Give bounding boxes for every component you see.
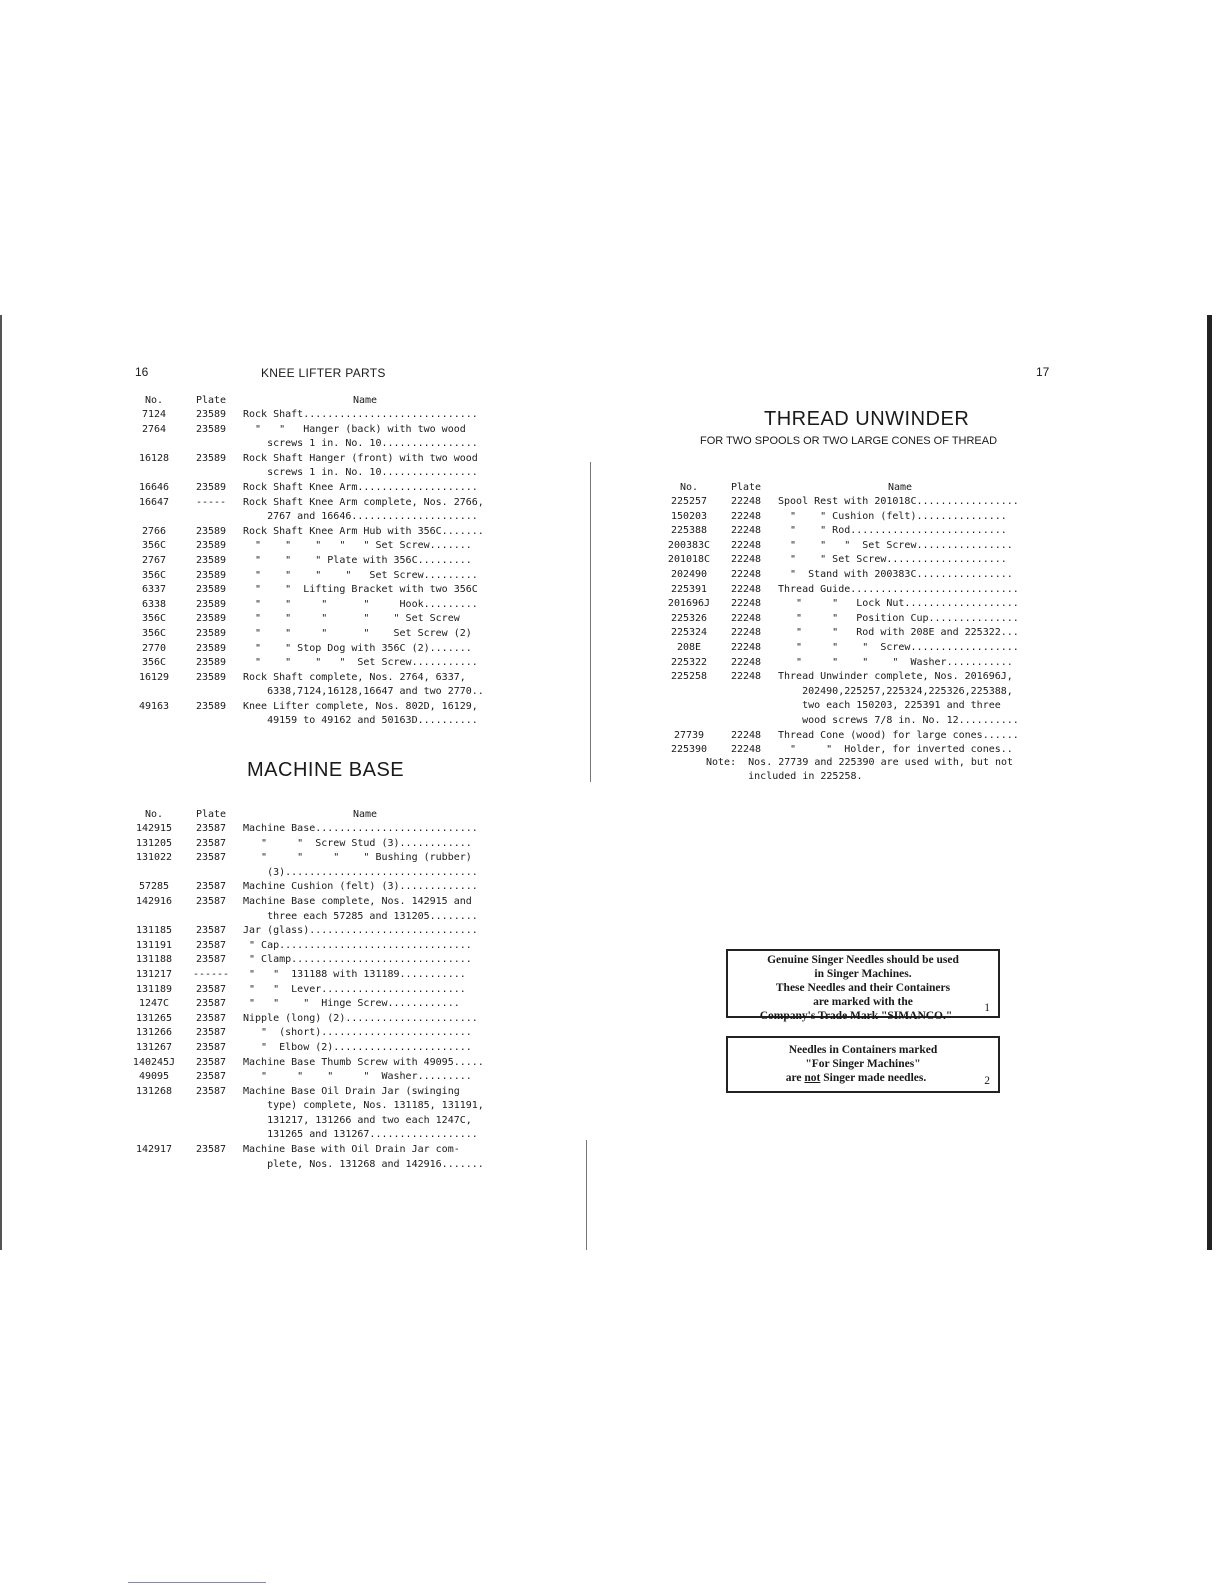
table-row	[129, 627, 509, 642]
part-number	[129, 714, 179, 729]
plate-number: 22248	[730, 656, 762, 668]
part-number: 131265	[135, 1012, 173, 1024]
part-name: " " Holder, for inverted cones..	[778, 744, 1013, 756]
part-name: " " " " Hook.........	[243, 598, 478, 610]
machine-base-parts-table	[129, 822, 509, 1172]
plate-number: ------	[192, 968, 230, 980]
plate-number	[179, 1099, 243, 1114]
plate-number: 23587	[195, 998, 227, 1010]
part-number: 1247C	[138, 998, 170, 1010]
plate-number	[179, 685, 243, 700]
table-row	[129, 510, 509, 525]
part-name: Machine Base Thumb Screw with 49095.....	[243, 1056, 484, 1068]
notice2-line3	[728, 1071, 998, 1085]
part-name: Rock Shaft complete, Nos. 2764, 6337,	[243, 671, 466, 683]
plate-number: 22248	[730, 539, 762, 551]
table-row	[129, 822, 509, 837]
table-row	[664, 670, 1049, 685]
table-row	[129, 910, 509, 925]
part-name: " " " Set Screw................	[778, 539, 1013, 551]
part-name: " " " " " Set Screw	[243, 613, 460, 625]
part-number: 49095	[138, 1071, 170, 1083]
gutter-line-top	[590, 462, 591, 782]
plate-number	[714, 699, 778, 714]
part-name: wood screws 7/8 in. No. 12..........	[778, 714, 1019, 726]
part-number: 225258	[670, 671, 708, 683]
part-name: " " Rod..........................	[778, 525, 1007, 537]
table-row	[129, 1158, 509, 1173]
part-number	[129, 1114, 179, 1129]
part-name: 2767 and 16646.....................	[243, 511, 478, 523]
plate-number: 23587	[195, 1085, 227, 1097]
part-name: " Clamp..............................	[243, 954, 472, 966]
left-page-number: 16	[135, 365, 149, 379]
plate-number: -----	[195, 496, 227, 508]
plate-number: 22248	[730, 641, 762, 653]
table-row	[129, 569, 509, 584]
plate-number: 23589	[195, 409, 227, 420]
part-name: Machine Base complete, Nos. 142915 and	[243, 895, 472, 907]
part-name: " " Screw Stud (3)............	[243, 837, 472, 849]
right-page-number: 17	[1036, 365, 1050, 379]
part-number	[129, 1128, 179, 1143]
plate-number	[179, 466, 243, 481]
plate-number: 23589	[195, 642, 227, 654]
part-name: " " Set Screw....................	[778, 554, 1007, 566]
part-number: 131185	[135, 925, 173, 937]
plate-number: 23589	[195, 481, 227, 493]
plate-number: 23587	[195, 852, 227, 864]
plate-number: 23589	[195, 613, 227, 625]
part-name: two each 150203, 225391 and three	[778, 700, 1001, 712]
table-row	[129, 481, 509, 496]
plate-number: 23587	[195, 881, 227, 893]
not-singer-needles-notice	[726, 1036, 1000, 1093]
plate-number	[179, 1114, 243, 1129]
notice2-number: 2	[984, 1075, 990, 1087]
part-number: 16646	[138, 481, 170, 493]
table-row	[664, 539, 1049, 554]
part-name: " Cap................................	[243, 939, 472, 951]
notice2-line3-end: Singer made needles.	[820, 1072, 927, 1084]
part-number: 150203	[670, 510, 708, 522]
part-number: 131189	[135, 983, 173, 995]
plate-number: 22248	[730, 496, 762, 507]
part-name: Machine Base...........................	[243, 823, 478, 834]
table-row	[664, 714, 1049, 729]
note-line-2: included in 225258.	[706, 771, 863, 782]
part-number	[664, 699, 714, 714]
part-number	[129, 685, 179, 700]
plate-number: 23589	[195, 700, 227, 712]
plate-number: 23587	[195, 1144, 227, 1156]
part-number	[129, 1158, 179, 1173]
part-number	[129, 466, 179, 481]
plate-number: 22248	[730, 510, 762, 522]
thread-unwinder-subtitle: FOR TWO SPOOLS OR TWO LARGE CONES OF THREAD	[700, 435, 998, 447]
part-number: 131022	[135, 852, 173, 864]
part-name: " Elbow (2).......................	[243, 1041, 472, 1053]
part-name: " " Rod with 208E and 225322...	[778, 627, 1019, 639]
table-row	[664, 553, 1049, 568]
plate-number: 22248	[730, 583, 762, 595]
knee-lifter-parts-table	[129, 408, 509, 729]
plate-number: 23589	[195, 598, 227, 610]
plate-number	[179, 866, 243, 881]
part-name: " " Stop Dog with 356C (2).......	[243, 642, 472, 654]
part-number	[664, 685, 714, 700]
table-row	[129, 539, 509, 554]
part-name: " " " " Washer...........	[778, 656, 1013, 668]
table-row	[664, 612, 1049, 627]
table-row	[129, 837, 509, 852]
part-name: 202490,225257,225324,225326,225388,	[778, 685, 1013, 697]
table-row	[129, 452, 509, 467]
note-line-1: Note: Nos. 27739 and 225390 are used with, but not	[706, 757, 1014, 768]
plate-number	[179, 714, 243, 729]
part-name: screws 1 in. No. 10................	[243, 467, 478, 479]
thread-unwinder-header	[664, 482, 1049, 493]
part-number: 356C	[141, 627, 167, 639]
plate-number: 23587	[195, 1012, 227, 1024]
genuine-needles-notice	[726, 949, 1000, 1022]
part-name: " " " " " Set Screw.......	[243, 540, 472, 552]
plate-number: 23587	[195, 925, 227, 937]
part-number: 140245J	[132, 1056, 176, 1068]
part-name: " " Hanger (back) with two wood	[243, 423, 466, 435]
table-row	[129, 895, 509, 910]
table-row	[129, 423, 509, 438]
table-row	[129, 866, 509, 881]
part-name: " " Lock Nut...................	[778, 598, 1019, 610]
part-number: 225257	[670, 496, 708, 507]
part-number	[129, 437, 179, 452]
table-row	[664, 510, 1049, 525]
header-no: No.	[144, 809, 164, 820]
plate-number: 23589	[195, 525, 227, 537]
part-number: 225326	[670, 612, 708, 624]
plate-number: 23589	[195, 671, 227, 683]
part-number	[129, 510, 179, 525]
header-no: No.	[679, 482, 699, 493]
part-number: 131188	[135, 954, 173, 966]
part-name: " " " " Set Screw.........	[243, 569, 478, 581]
table-row	[129, 408, 509, 423]
table-row	[664, 495, 1049, 510]
part-name: 131217, 131266 and two each 1247C,	[243, 1114, 472, 1126]
table-row	[129, 656, 509, 671]
part-number	[129, 1099, 179, 1114]
header-no: No.	[144, 395, 164, 406]
table-row	[664, 656, 1049, 671]
plate-number	[179, 1128, 243, 1143]
part-number: 16129	[138, 671, 170, 683]
table-row	[664, 524, 1049, 539]
table-row	[129, 1099, 509, 1114]
part-number: 49163	[138, 700, 170, 712]
part-number: 131191	[135, 939, 173, 951]
plate-number: 22248	[730, 729, 762, 741]
notice1-number: 1	[984, 1002, 990, 1014]
part-name: screws 1 in. No. 10................	[243, 438, 478, 450]
part-number: 131205	[135, 837, 173, 849]
table-row	[129, 1128, 509, 1143]
part-name: " Stand with 200383C................	[778, 568, 1013, 580]
notice2-line1: Needles in Containers marked	[788, 1044, 938, 1056]
part-name: Spool Rest with 201018C.................	[778, 496, 1019, 507]
part-name: " " " Screw..................	[778, 641, 1019, 653]
part-name: Machine Base with Oil Drain Jar com-	[243, 1144, 460, 1156]
plate-number: 23587	[195, 939, 227, 951]
table-row	[129, 1085, 509, 1100]
running-title: KNEE LIFTER PARTS	[261, 366, 386, 380]
table-row	[129, 1012, 509, 1027]
table-row	[129, 1143, 509, 1158]
part-name: (3)................................	[243, 866, 478, 878]
plate-number: 23587	[195, 823, 227, 834]
part-name: Thread Unwinder complete, Nos. 201696J,	[778, 671, 1013, 683]
part-number: 225388	[670, 525, 708, 537]
table-row	[129, 612, 509, 627]
plate-number	[179, 510, 243, 525]
part-number: 202490	[670, 568, 708, 580]
thread-unwinder-title: THREAD UNWINDER	[764, 408, 970, 430]
part-number: 2770	[141, 642, 167, 654]
notice1-line3: These Needles and their Containers	[775, 982, 951, 994]
table-row	[129, 997, 509, 1012]
table-row	[129, 851, 509, 866]
table-row	[129, 924, 509, 939]
plate-number: 23589	[195, 569, 227, 581]
machine-base-title: MACHINE BASE	[247, 759, 405, 781]
part-name: 131265 and 131267..................	[243, 1129, 478, 1141]
part-number: 16128	[138, 452, 170, 464]
table-row	[129, 554, 509, 569]
part-name: " " Lifting Bracket with two 356C	[243, 584, 478, 596]
notice1-line2: in Singer Machines.	[814, 968, 912, 980]
notice1-line5: Company's Trade Mark "SIMANCO."	[759, 1010, 953, 1022]
table-row	[129, 496, 509, 511]
notice2-line3-start: are	[785, 1072, 805, 1084]
part-number: 225391	[670, 583, 708, 595]
header-name: Name	[353, 809, 378, 820]
part-number: 7124	[141, 409, 167, 420]
plate-number: 22248	[730, 568, 762, 580]
table-row	[129, 1070, 509, 1085]
part-number: 142915	[135, 823, 173, 834]
table-row	[129, 583, 509, 598]
part-name: " " " Hinge Screw............	[243, 998, 460, 1010]
part-name: three each 57285 and 131205........	[243, 910, 478, 922]
table-row	[664, 583, 1049, 598]
right-scan-edge	[1207, 315, 1212, 1250]
part-number	[129, 910, 179, 925]
plate-number: 23589	[195, 423, 227, 435]
part-name: " " Cushion (felt)...............	[778, 510, 1007, 522]
table-row	[664, 729, 1049, 744]
table-row	[129, 714, 509, 729]
plate-number: 23587	[195, 895, 227, 907]
gutter-line-bottom	[586, 1140, 587, 1250]
part-number	[664, 714, 714, 729]
part-number: 225324	[670, 627, 708, 639]
table-row	[129, 1056, 509, 1071]
table-row	[664, 568, 1049, 583]
part-number: 27739	[673, 729, 705, 741]
part-name: 49159 to 49162 and 50163D..........	[243, 715, 478, 727]
notice2-not-word: not	[804, 1072, 821, 1084]
part-name: " " " Plate with 356C.........	[243, 554, 472, 566]
plate-number: 23589	[195, 554, 227, 566]
plate-number: 22248	[730, 525, 762, 537]
left-scan-edge	[0, 315, 2, 1250]
plate-number: 22248	[730, 744, 762, 756]
table-row	[129, 525, 509, 540]
thread-unwinder-parts-table	[664, 495, 1049, 758]
knee-lifter-header	[129, 395, 509, 406]
plate-number	[714, 685, 778, 700]
table-row	[129, 437, 509, 452]
part-name: Rock Shaft Hanger (front) with two wood	[243, 452, 478, 464]
part-name: plete, Nos. 131268 and 142916.......	[243, 1158, 484, 1170]
plate-number: 23587	[195, 1041, 227, 1053]
part-number: 225322	[670, 656, 708, 668]
table-row	[129, 671, 509, 686]
part-number: 142916	[135, 895, 173, 907]
part-name: Machine Base Oil Drain Jar (swinging	[243, 1085, 460, 1097]
plate-number	[179, 1158, 243, 1173]
plate-number: 23587	[195, 1056, 227, 1068]
part-number: 131268	[135, 1085, 173, 1097]
plate-number	[714, 714, 778, 729]
header-plate: Plate	[195, 809, 227, 820]
part-name: " " 131188 with 131189...........	[243, 968, 466, 980]
plate-number: 22248	[730, 598, 762, 610]
part-number: 356C	[141, 540, 167, 552]
part-name: Rock Shaft Knee Arm Hub with 356C.......	[243, 525, 484, 537]
part-name: Rock Shaft Knee Arm complete, Nos. 2766,	[243, 496, 484, 508]
part-number: 131217	[135, 968, 173, 980]
part-name: " " " " Set Screw (2)	[243, 627, 472, 639]
part-name: " (short).........................	[243, 1027, 472, 1039]
plate-number: 23587	[195, 954, 227, 966]
table-row	[664, 641, 1049, 656]
table-row	[664, 597, 1049, 612]
plate-number: 22248	[730, 671, 762, 683]
part-name: " " " " Set Screw...........	[243, 657, 478, 669]
part-name: Rock Shaft Knee Arm....................	[243, 481, 478, 493]
header-name: Name	[888, 482, 913, 493]
table-row	[129, 983, 509, 998]
table-row	[129, 1041, 509, 1056]
table-row	[129, 700, 509, 715]
part-number: 208E	[676, 641, 702, 653]
part-number: 16647	[138, 496, 170, 508]
part-name: Thread Guide............................	[778, 583, 1019, 595]
plate-number: 23587	[195, 1027, 227, 1039]
table-row	[664, 685, 1049, 700]
part-number: 131267	[135, 1041, 173, 1053]
part-name: " " " " Bushing (rubber)	[243, 852, 472, 864]
part-name: Nipple (long) (2)......................	[243, 1012, 478, 1024]
bottom-scan-line	[128, 1582, 266, 1583]
table-row	[129, 1026, 509, 1041]
plate-number: 22248	[730, 554, 762, 566]
table-row	[664, 626, 1049, 641]
part-number: 57285	[138, 881, 170, 893]
part-number: 200383C	[667, 539, 711, 551]
part-name: " " Lever........................	[243, 983, 466, 995]
part-name: Rock Shaft.............................	[243, 409, 478, 420]
plate-number: 23589	[195, 627, 227, 639]
part-number	[129, 866, 179, 881]
machine-base-header	[129, 809, 509, 820]
part-number: 356C	[141, 569, 167, 581]
part-number: 6338	[141, 598, 167, 610]
plate-number	[179, 910, 243, 925]
plate-number: 23587	[195, 983, 227, 995]
part-number: 6337	[141, 584, 167, 596]
part-number: 356C	[141, 657, 167, 669]
plate-number: 23587	[195, 837, 227, 849]
plate-number: 23589	[195, 540, 227, 552]
table-row	[129, 466, 509, 481]
table-row	[129, 598, 509, 613]
plate-number: 23589	[195, 657, 227, 669]
part-name: Jar (glass)............................	[243, 925, 478, 937]
plate-number: 23587	[195, 1071, 227, 1083]
part-number: 356C	[141, 613, 167, 625]
table-row	[129, 685, 509, 700]
notice1-line1: Genuine Singer Needles should be used	[767, 954, 959, 966]
part-number: 225390	[670, 744, 708, 756]
part-number: 2764	[141, 423, 167, 435]
part-name: " " " " Washer.........	[243, 1071, 472, 1083]
plate-number: 23589	[195, 452, 227, 464]
part-number: 201018C	[667, 554, 711, 566]
table-row	[664, 699, 1049, 714]
part-number: 201696J	[667, 598, 711, 610]
plate-number: 22248	[730, 612, 762, 624]
plate-number: 23589	[195, 584, 227, 596]
part-number: 2766	[141, 525, 167, 537]
part-number: 2767	[141, 554, 167, 566]
part-name: Thread Cone (wood) for large cones......	[778, 729, 1019, 741]
header-plate: Plate	[195, 395, 227, 406]
table-row	[129, 642, 509, 657]
part-name: Knee Lifter complete, Nos. 802D, 16129,	[243, 700, 478, 712]
table-row	[129, 939, 509, 954]
part-number: 131266	[135, 1027, 173, 1039]
part-name: type) complete, Nos. 131185, 131191,	[243, 1100, 484, 1112]
notice2-line2: "For Singer Machines"	[805, 1058, 921, 1070]
table-row	[129, 968, 509, 983]
table-row	[129, 1114, 509, 1129]
header-name: Name	[353, 395, 378, 406]
header-plate: Plate	[730, 482, 762, 493]
part-name: Machine Cushion (felt) (3).............	[243, 881, 478, 893]
notice1-line4: are marked with the	[813, 996, 913, 1008]
plate-number	[179, 437, 243, 452]
part-name: " " Position Cup...............	[778, 612, 1019, 624]
table-row	[129, 953, 509, 968]
part-number: 142917	[135, 1144, 173, 1156]
part-name: 6338,7124,16128,16647 and two 2770..	[243, 686, 484, 698]
plate-number: 22248	[730, 627, 762, 639]
table-row	[129, 880, 509, 895]
